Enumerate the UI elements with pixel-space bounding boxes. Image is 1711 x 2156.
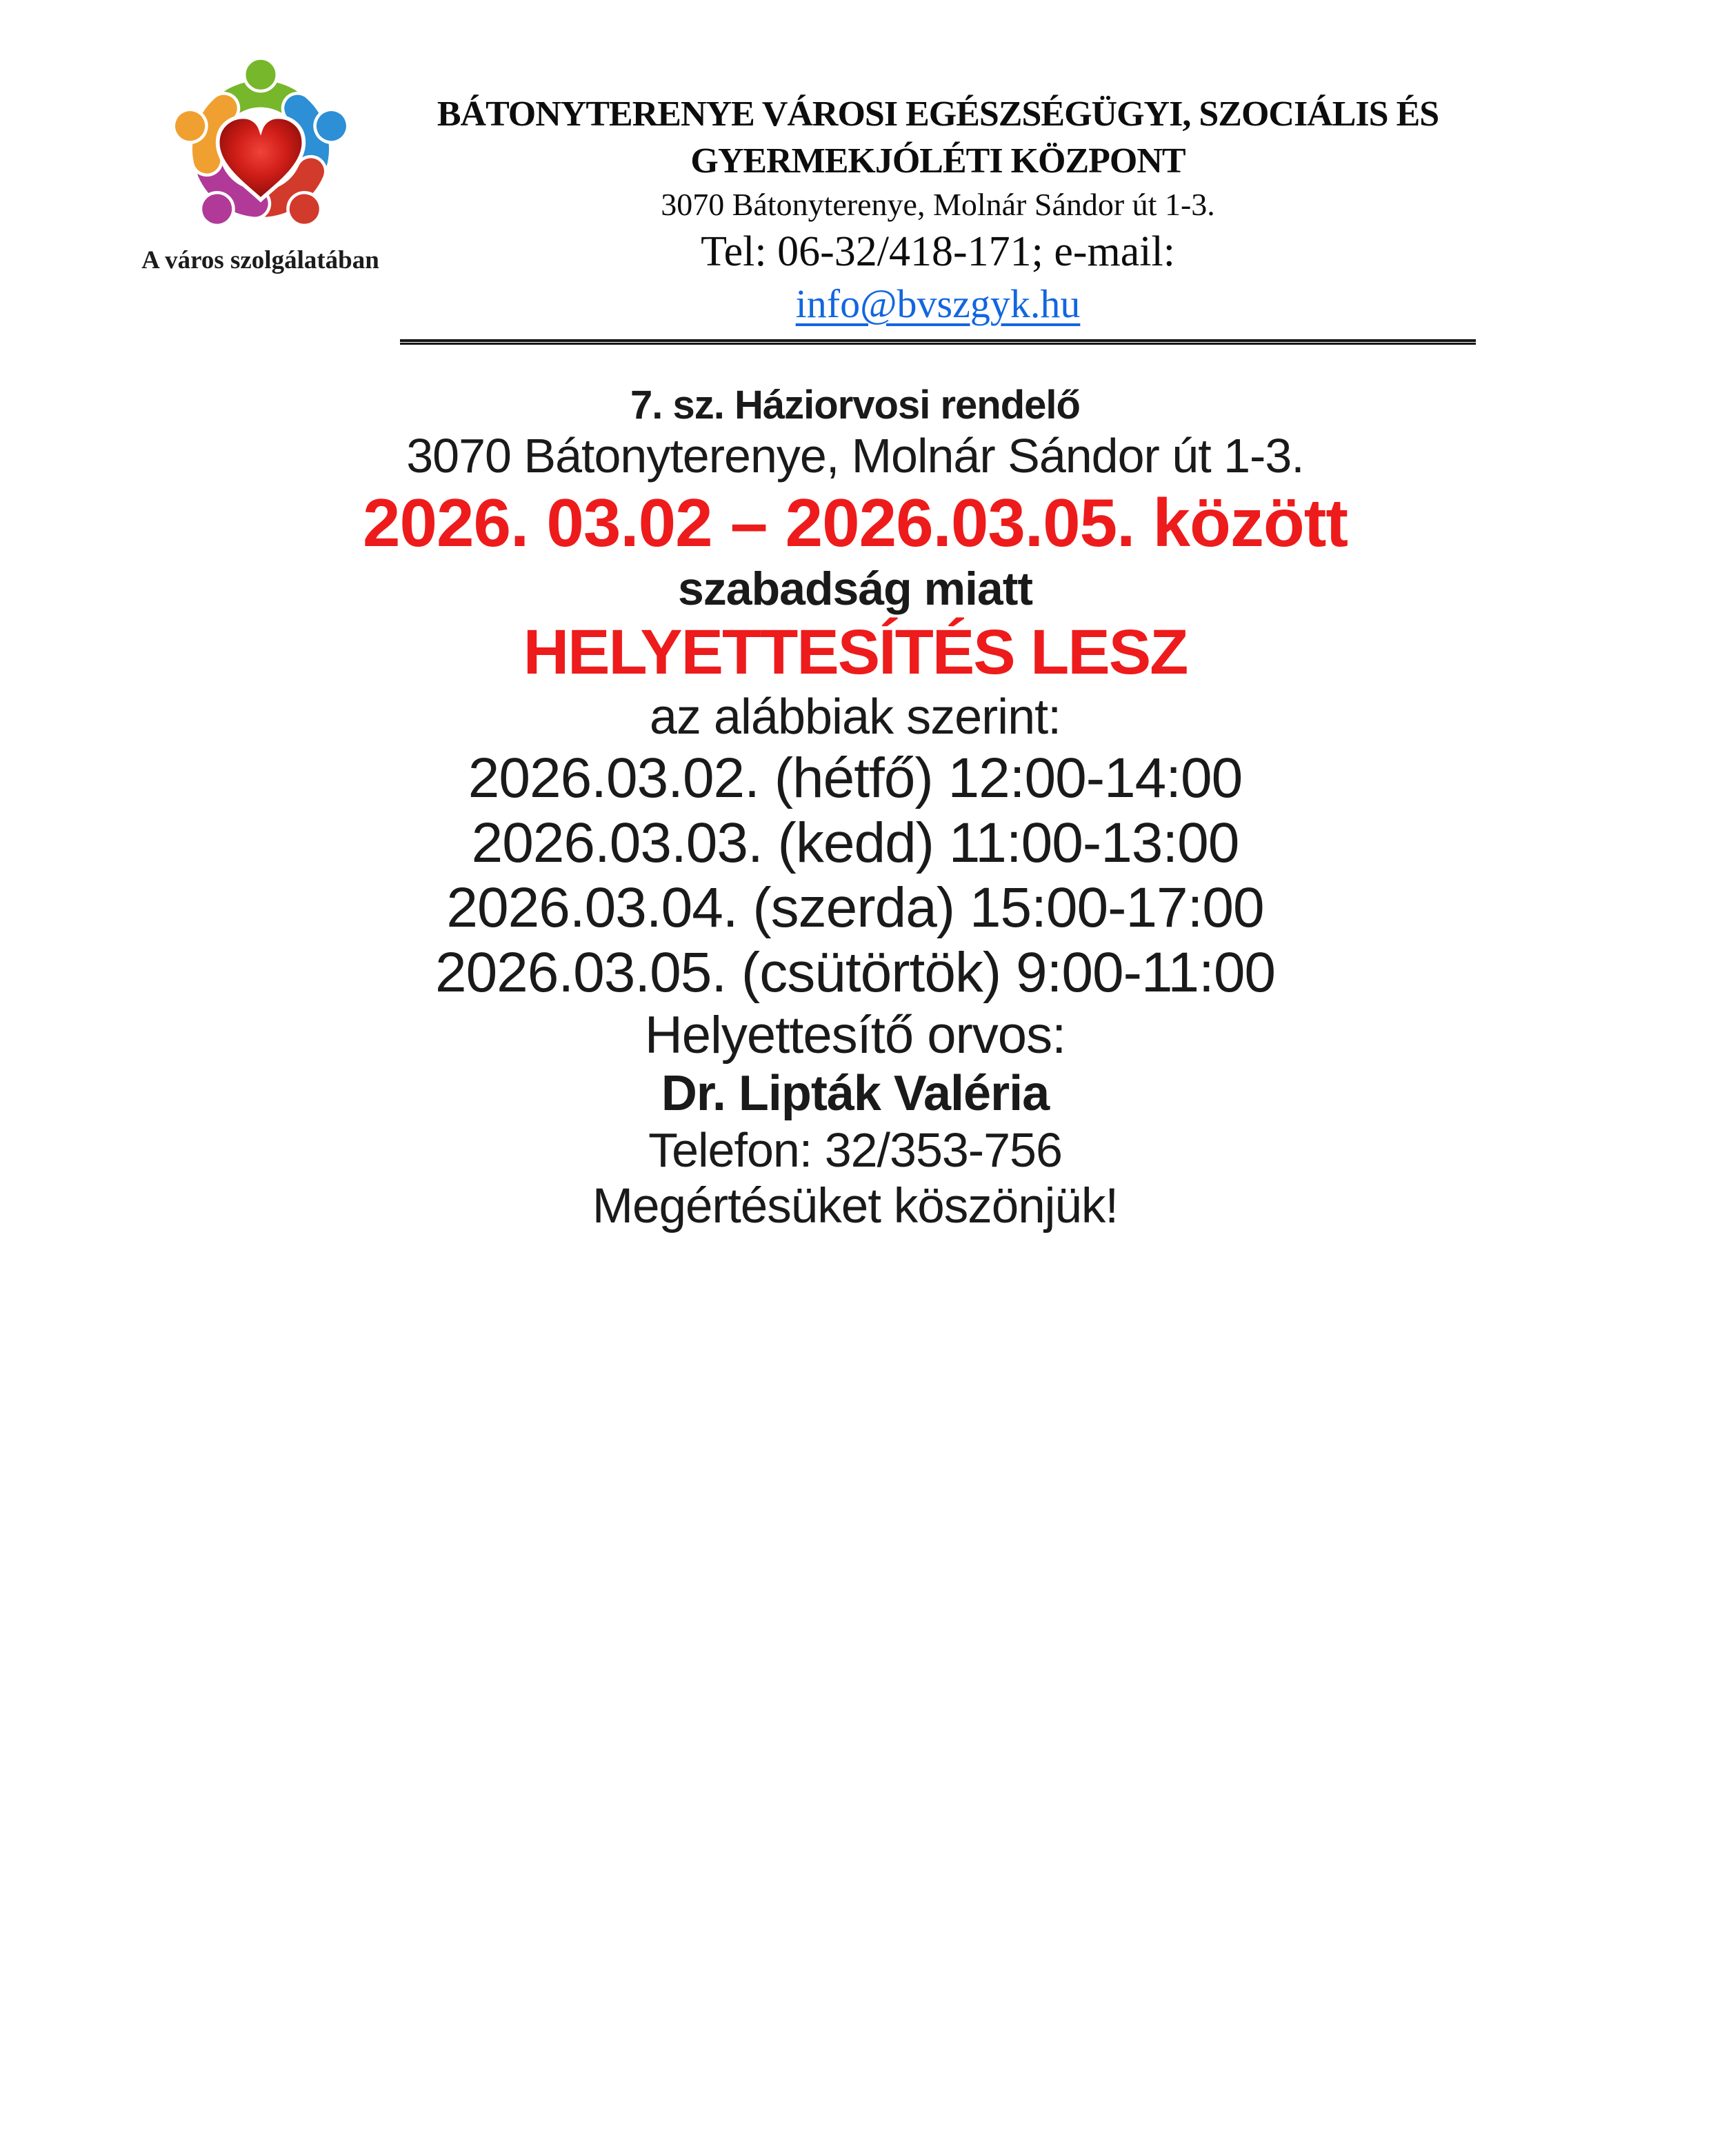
- substitute-doctor-label: Helyettesítő orvos:: [644, 1006, 1066, 1065]
- thanks-message: Megértésüket köszönjük!: [592, 1179, 1119, 1233]
- notice-body: [38, 382, 1672, 1235]
- clinic-title: 7. sz. Háziorvosi rendelő: [630, 383, 1080, 427]
- closure-date-range: 2026. 03.02 – 2026.03.05. között: [362, 485, 1348, 561]
- schedule-line: 2026.03.02. (hétfő) 12:00-14:00: [468, 747, 1243, 809]
- schedule-intro: az alábbiak szerint:: [649, 689, 1061, 745]
- clinic-address: 3070 Bátonyterenye, Molnár Sándor út 1-3.: [406, 429, 1304, 483]
- substitute-doctor-phone: Telefon: 32/353-756: [648, 1123, 1062, 1177]
- substitute-doctor-name: Dr. Lipták Valéria: [661, 1066, 1050, 1121]
- org-email-line: [386, 279, 1490, 330]
- schedule-line: 2026.03.05. (csütörtök) 9:00-11:00: [434, 941, 1276, 1004]
- org-name-line2: GYERMEKJÓLÉTI KÖZPONT: [690, 141, 1185, 181]
- closure-reason: szabadság miatt: [677, 563, 1033, 615]
- org-address: 3070 Bátonyterenye, Molnár Sándor út 1-3.: [661, 187, 1215, 222]
- header-divider: [400, 339, 1476, 345]
- org-logo: [134, 55, 386, 275]
- org-phone-line: Tel: 06-32/418-171; e-mail:: [701, 228, 1175, 275]
- substitution-headline: HELYETTESÍTÉS LESZ: [523, 617, 1188, 687]
- org-header-block: [386, 91, 1490, 330]
- schedule-line: 2026.03.03. (kedd) 11:00-13:00: [471, 812, 1239, 874]
- logo-caption: A város szolgálatában: [141, 246, 379, 274]
- org-name-line1: BÁTONYTERENYE VÁROSI EGÉSZSÉGÜGYI, SZOCIÁLIS ÉS: [437, 94, 1439, 134]
- schedule-line: 2026.03.04. (szerda) 15:00-17:00: [446, 876, 1264, 939]
- community-heart-logo-icon: [143, 55, 378, 243]
- email-link[interactable]: info@bvszgyk.hu: [795, 281, 1081, 326]
